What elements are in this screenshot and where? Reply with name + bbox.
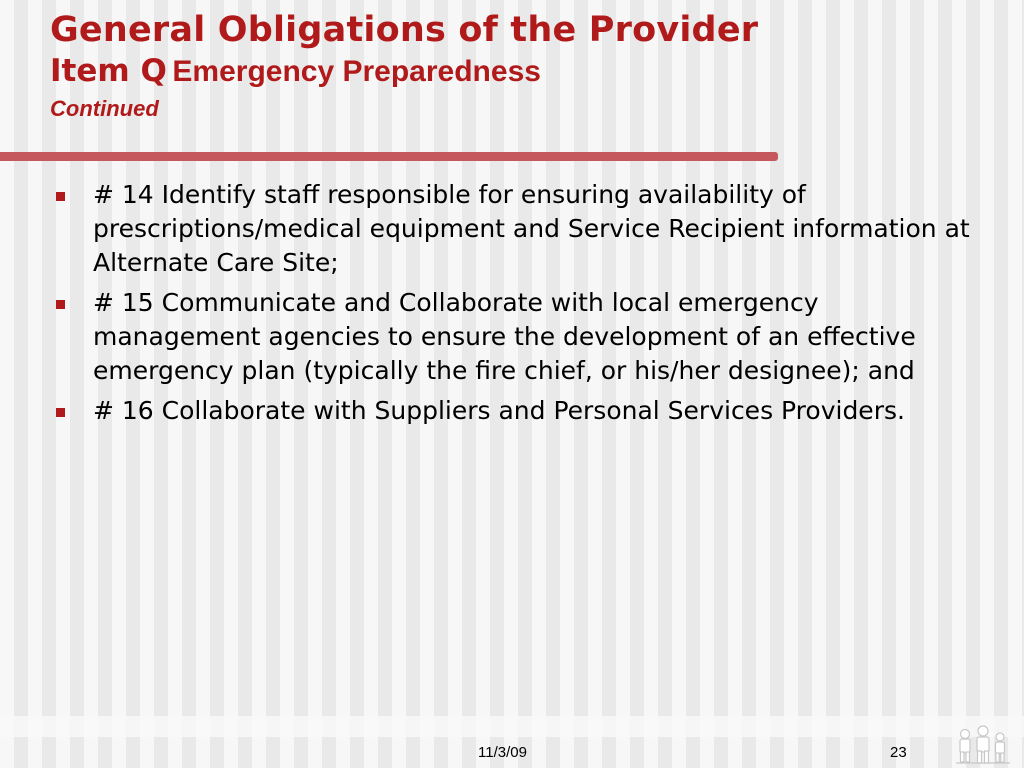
bullet-item (50, 394, 970, 428)
family-figures-logo-icon (952, 722, 1014, 766)
title-topic-label: Emergency Preparedness (172, 55, 541, 88)
square-bullet-icon (56, 300, 65, 309)
page-number: 23 (890, 744, 907, 761)
title-line-topic (50, 52, 990, 95)
square-bullet-icon (56, 408, 65, 417)
square-bullet-icon (56, 192, 65, 201)
bullet-text: # 14 Identify staff responsible for ensuring availability of prescriptions/medical equipment and Service Recipient information at Alternate Care Site; (93, 180, 970, 277)
title-continued-label: Continued (50, 96, 159, 121)
footer-date: 11/3/09 (478, 744, 527, 761)
bullet-text: # 15 Communicate and Collaborate with local emergency management agencies to ensure the development of an effective emergency plan (typically the fire chief, or his/her designee); and (93, 288, 916, 385)
title-line-main: General Obligations of the Provider (50, 10, 759, 50)
slide-title (50, 8, 990, 123)
title-divider (0, 152, 778, 161)
title-item-label: Item Q (50, 53, 167, 89)
bullet-item (50, 178, 970, 280)
bullet-list (50, 178, 970, 434)
bullet-text: # 16 Collaborate with Suppliers and Personal Services Providers. (93, 396, 905, 425)
bullet-item (50, 286, 970, 388)
footer-band (0, 716, 1024, 737)
